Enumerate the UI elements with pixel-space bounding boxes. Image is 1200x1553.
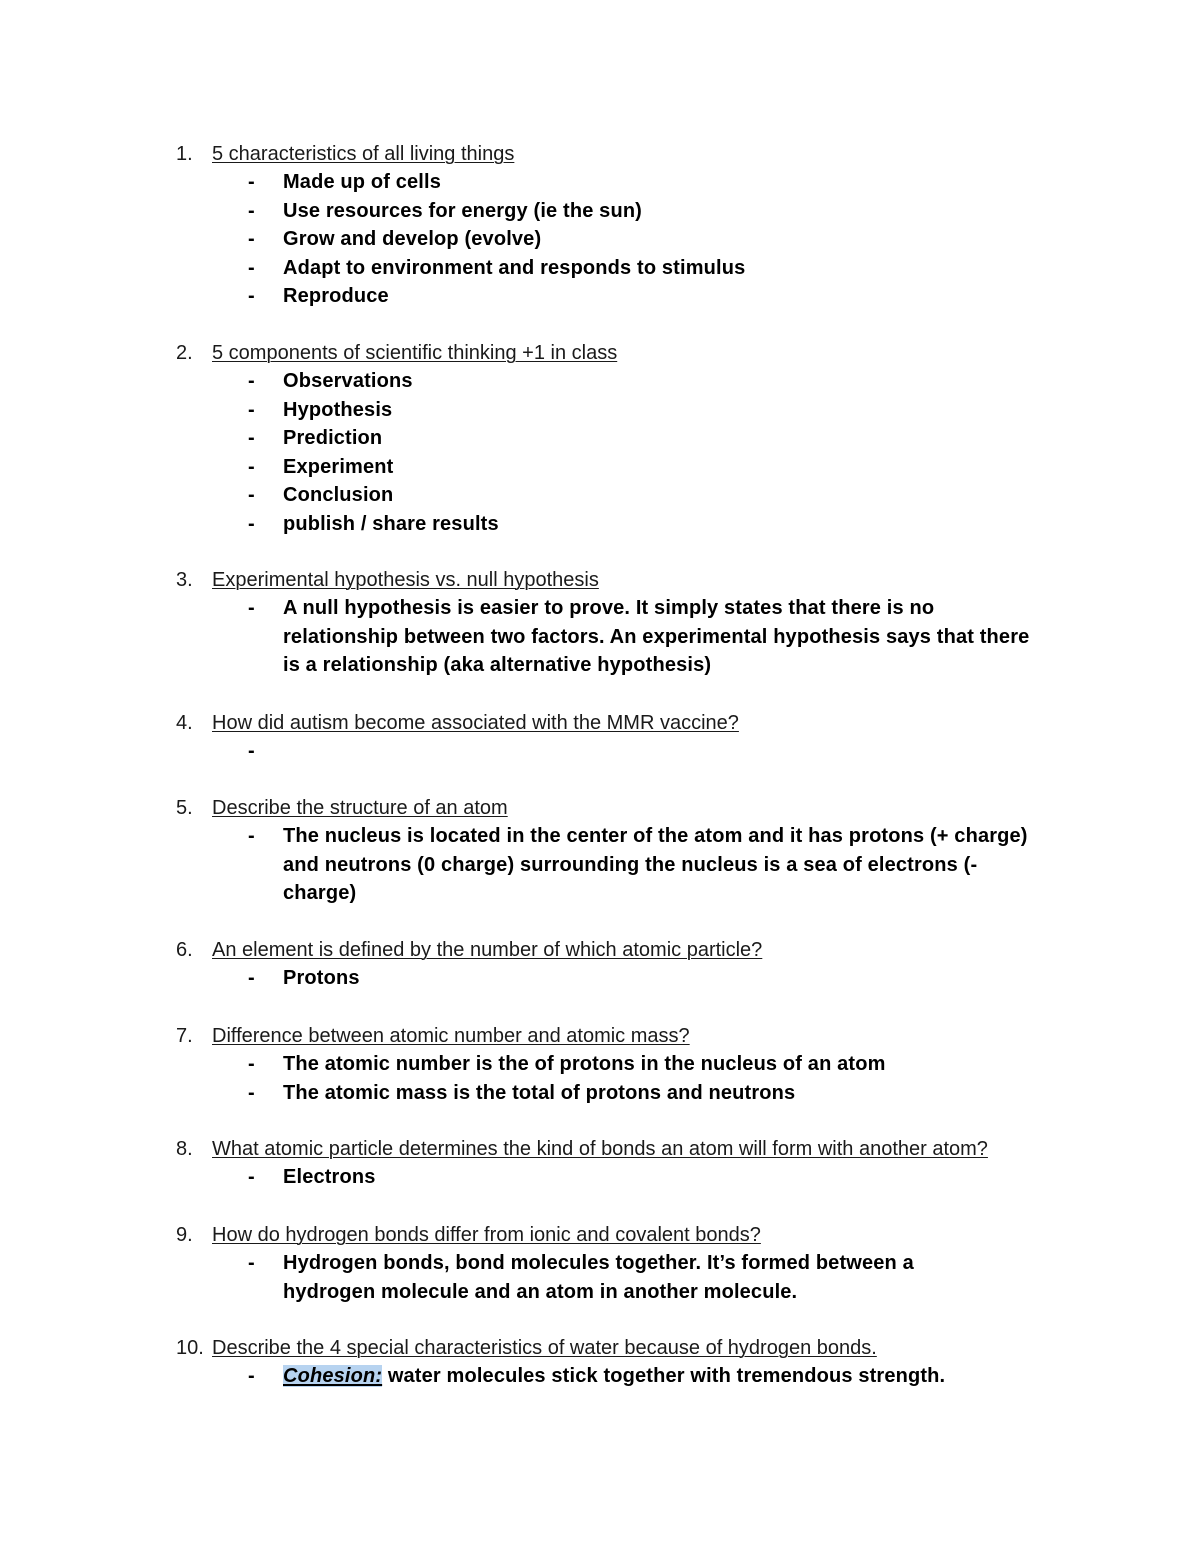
dash-bullet: - [248, 370, 255, 392]
dash-bullet: - [248, 740, 255, 762]
dash-bullet: - [248, 256, 255, 279]
answer-item: - Observations [0, 367, 1043, 396]
question-text: 5 components of scientific thinking +1 in class [212, 342, 618, 364]
answer-item [0, 737, 1043, 766]
dash-bullet: - [248, 597, 255, 619]
answer-item: - Made up of cells [0, 168, 1043, 197]
answer-item: - Use resources for energy (ie the sun) [0, 197, 1043, 226]
answer-list [0, 737, 1200, 766]
answer-item: - The atomic number is the of protons in the nucleus of an atom [0, 1050, 1043, 1079]
answer-text: water molecules stick together with tremendous strength. [382, 1365, 946, 1387]
answer-item: - Experiment [0, 453, 1043, 482]
answer-item: - The nucleus is located in the center of the atom and it has protons (+ charge) and neutrons (0 charge) surrounding the nucleus is a sea of electrons (-charge) [0, 822, 1043, 908]
dash-bullet: - [248, 1166, 255, 1188]
question-1 [0, 140, 1200, 311]
question-text: How did autism become associated with the MMR vaccine? [212, 712, 739, 734]
dash-bullet: - [248, 285, 255, 307]
question-text: How do hydrogen bonds differ from ionic and covalent bonds? [212, 1224, 761, 1246]
question-number: 3. [176, 569, 193, 591]
answer-list [0, 168, 1200, 311]
dash-bullet: - [248, 825, 255, 847]
question-7 [0, 1022, 1200, 1107]
dash-bullet: - [248, 1365, 255, 1387]
answer-item: - The atomic mass is the total of protons and neutrons [0, 1079, 1043, 1108]
answer-item: - Protons [0, 964, 1043, 993]
question-number: 4. [176, 712, 193, 734]
question-10 [0, 1334, 1200, 1391]
question-text: Describe the 4 special characteristics of water because of hydrogen bonds. [212, 1337, 877, 1359]
question-number: 10. [176, 1337, 204, 1359]
dash-bullet: - [248, 1081, 255, 1104]
answer-item: - A null hypothesis is easier to prove. It simply states that there is no relationship between two factors. An experimental hypothesis says that there is a relationship (aka alternative hypothesis) [0, 594, 1043, 680]
question-text: An element is defined by the number of which atomic particle? [212, 939, 763, 961]
answer-list [0, 1163, 1200, 1192]
dash-bullet: - [248, 199, 255, 222]
question-2 [0, 339, 1200, 538]
question-5 [0, 794, 1200, 908]
answer-item: - Grow and develop (evolve) [0, 225, 1043, 254]
question-number: 2. [176, 342, 193, 364]
question-9 [0, 1221, 1200, 1306]
dash-bullet: - [248, 1053, 255, 1075]
dash-bullet: - [248, 1252, 255, 1274]
question-text: Experimental hypothesis vs. null hypothesis [212, 569, 599, 591]
question-8 [0, 1135, 1200, 1192]
dash-bullet: - [248, 228, 255, 250]
highlighted-term: Cohesion: [283, 1365, 383, 1387]
question-number: 5. [176, 797, 193, 819]
dash-bullet: - [248, 427, 255, 449]
answer-item [0, 1362, 1043, 1391]
answer-item: - Hypothesis [0, 396, 1043, 425]
answer-item: - Prediction [0, 424, 1043, 453]
question-text: 5 characteristics of all living things [212, 143, 515, 165]
question-text: What atomic particle determines the kind of bonds an atom will form with another atom? [212, 1138, 988, 1160]
answer-list [0, 367, 1200, 538]
question-6 [0, 936, 1200, 993]
question-text: Difference between atomic number and atomic mass? [212, 1025, 690, 1047]
question-4 [0, 709, 1200, 766]
answer-list [0, 964, 1200, 993]
question-3 [0, 566, 1200, 680]
question-number: 6. [176, 939, 193, 961]
question-text: Describe the structure of an atom [212, 797, 508, 819]
question-number: 8. [176, 1138, 193, 1160]
answer-item: - Electrons [0, 1163, 1043, 1192]
answer-list [0, 1362, 1200, 1391]
answer-item: - Conclusion [0, 481, 1043, 510]
answer-item: - Hydrogen bonds, bond molecules together. It’s formed between a hydrogen molecule and an atom in another molecule. [0, 1249, 983, 1306]
question-number: 9. [176, 1224, 193, 1246]
answer-list [0, 1249, 1200, 1306]
answer-item: - Adapt to environment and responds to stimulus [0, 254, 1043, 283]
dash-bullet: - [248, 967, 255, 989]
dash-bullet: - [248, 171, 255, 193]
answer-item: - publish / share results [0, 510, 1043, 539]
dash-bullet: - [248, 398, 255, 421]
answer-list [0, 822, 1200, 908]
question-number: 1. [176, 143, 193, 165]
dash-bullet: - [248, 455, 255, 478]
dash-bullet: - [248, 512, 255, 535]
answer-item: - Reproduce [0, 282, 1043, 311]
answer-list [0, 594, 1200, 680]
dash-bullet: - [248, 484, 255, 506]
answer-list [0, 1050, 1200, 1107]
question-number: 7. [176, 1025, 193, 1047]
